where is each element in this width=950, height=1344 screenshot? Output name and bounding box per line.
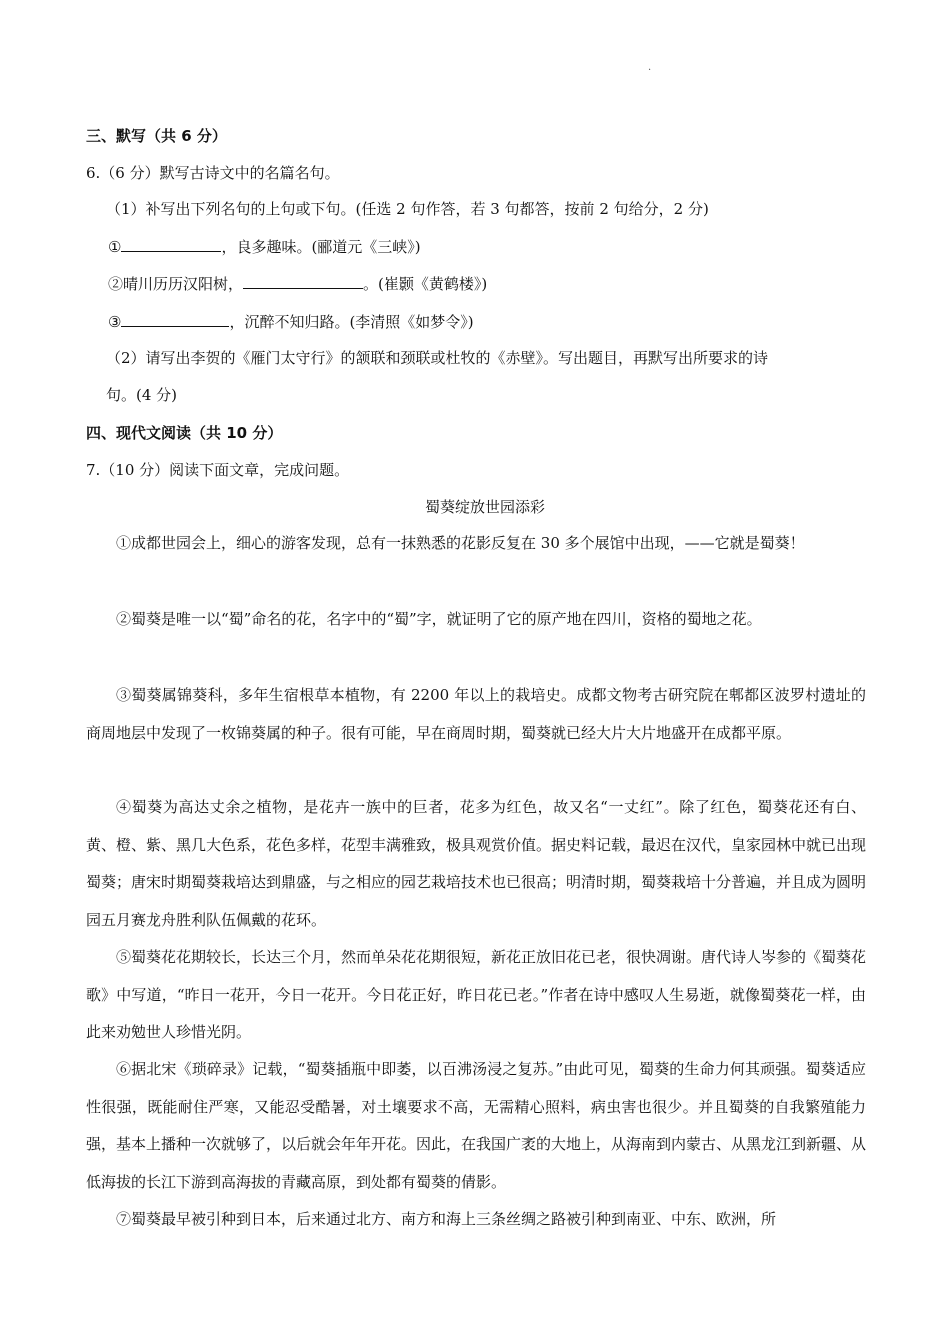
item-text: ，良多趣味。(郦道元《三峡》) (221, 238, 421, 256)
page-dot: . (648, 62, 652, 73)
question6-part2-line2: 句。(4 分) (106, 386, 178, 404)
item-number: ① (108, 238, 122, 256)
item-text: 。(崔颢《黄鹤楼》) (363, 275, 488, 293)
section3-heading: 三、默写（共 6 分） (86, 127, 227, 145)
article-paragraph-3: ③蜀葵属锦葵科，多年生宿根草本植物，有 2200 年以上的栽培史。成都文物考古研究院在郫都区波罗村遗址的商周地层中发现了一枚锦葵属的种子。很有可能，早在商周时期，蜀葵就已经大片大片地盛开在成都平原。 (86, 686, 866, 742)
item-text: ②晴川历历汉阳树， (108, 275, 244, 293)
question7-stem: 7.（10 分）阅读下面文章，完成问题。 (86, 461, 350, 479)
article-paragraph-2: ②蜀葵是唯一以“蜀”命名的花，名字中的“蜀”字，就证明了它的原产地在四川，资格的蜀地之花。 (116, 610, 762, 628)
article-paragraph-4: ④蜀葵为高达丈余之植物，是花卉一族中的巨者，花多为红色，故又名“一丈红”。除了红色，蜀葵花还有白、黄、橙、紫、黑几大色系，花色多样，花型丰满雅致，极具观赏价值。据史料记载，最迟在汉代，皇家园林中就已出现蜀葵；唐宋时期蜀葵栽培达到鼎盛，与之相应的园艺栽培技术也已很高；明清时期，蜀葵栽培十分普遍，并且成为圆明园五月赛龙舟胜利队伍佩戴的花环。 (86, 798, 867, 929)
article-paragraph-6: ⑥据北宋《琐碎录》记载，“蜀葵插瓶中即萎，以百沸汤浸之复苏。”由此可见，蜀葵的生命力何其顽强。蜀葵适应性很强，既能耐住严寒，又能忍受酷暑，对土壤要求不高，无需精心照料，病虫害也很少。并且蜀葵的自我繁殖能力强，基本上播种一次就够了，以后就会年年开花。因此，在我国广袤的大地上，从海南到内蒙古、从黑龙江到新疆、从低海拔的长江下游到高海拔的青藏高原，到处都有蜀葵的倩影。 (86, 1060, 867, 1191)
article-paragraph-1: ①成都世园会上，细心的游客发现，总有一抹熟悉的花影反复在 30 多个展馆中出现，——它就是蜀葵！ (116, 534, 805, 552)
question6-part2-line1: （2）请写出李贺的《雁门太守行》的颔联和颈联或杜牧的《赤壁》。写出题目，再默写出所要求的诗 (106, 349, 769, 367)
fill-item-1 (108, 236, 421, 257)
answer-blank-1[interactable] (121, 236, 221, 252)
question6-part1: （1）补写出下列名句的上句或下句。(任选 2 句作答，若 3 句都答，按前 2 句给分，2 分) (106, 200, 709, 218)
answer-blank-2[interactable] (243, 273, 363, 289)
article-paragraph-5: ⑤蜀葵花花期较长，长达三个月，然而单朵花花期很短，新花正放旧花已老，很快凋谢。唐代诗人岑参的《蜀葵花歌》中写道，“昨日一花开，今日一花开。今日花正好，昨日花已老。”作者在诗中感叹人生易逝，就像蜀葵花一样，由此来劝勉世人珍惜光阴。 (86, 948, 867, 1041)
answer-blank-3[interactable] (121, 311, 229, 327)
question6-stem: 6.（6 分）默写古诗文中的名篇名句。 (86, 164, 340, 182)
item-number: ③ (108, 313, 122, 331)
article-title: 蜀葵绽放世园添彩 (424, 498, 545, 516)
fill-item-3 (108, 311, 474, 332)
item-text: ，沉醉不知归路。(李清照《如梦令》) (229, 313, 474, 331)
article-paragraph-7: ⑦蜀葵最早被引种到日本，后来通过北方、南方和海上三条丝绸之路被引种到南亚、中东、欧洲，所 (116, 1210, 777, 1228)
section4-heading: 四、现代文阅读（共 10 分） (86, 424, 283, 442)
fill-item-2 (108, 273, 487, 294)
